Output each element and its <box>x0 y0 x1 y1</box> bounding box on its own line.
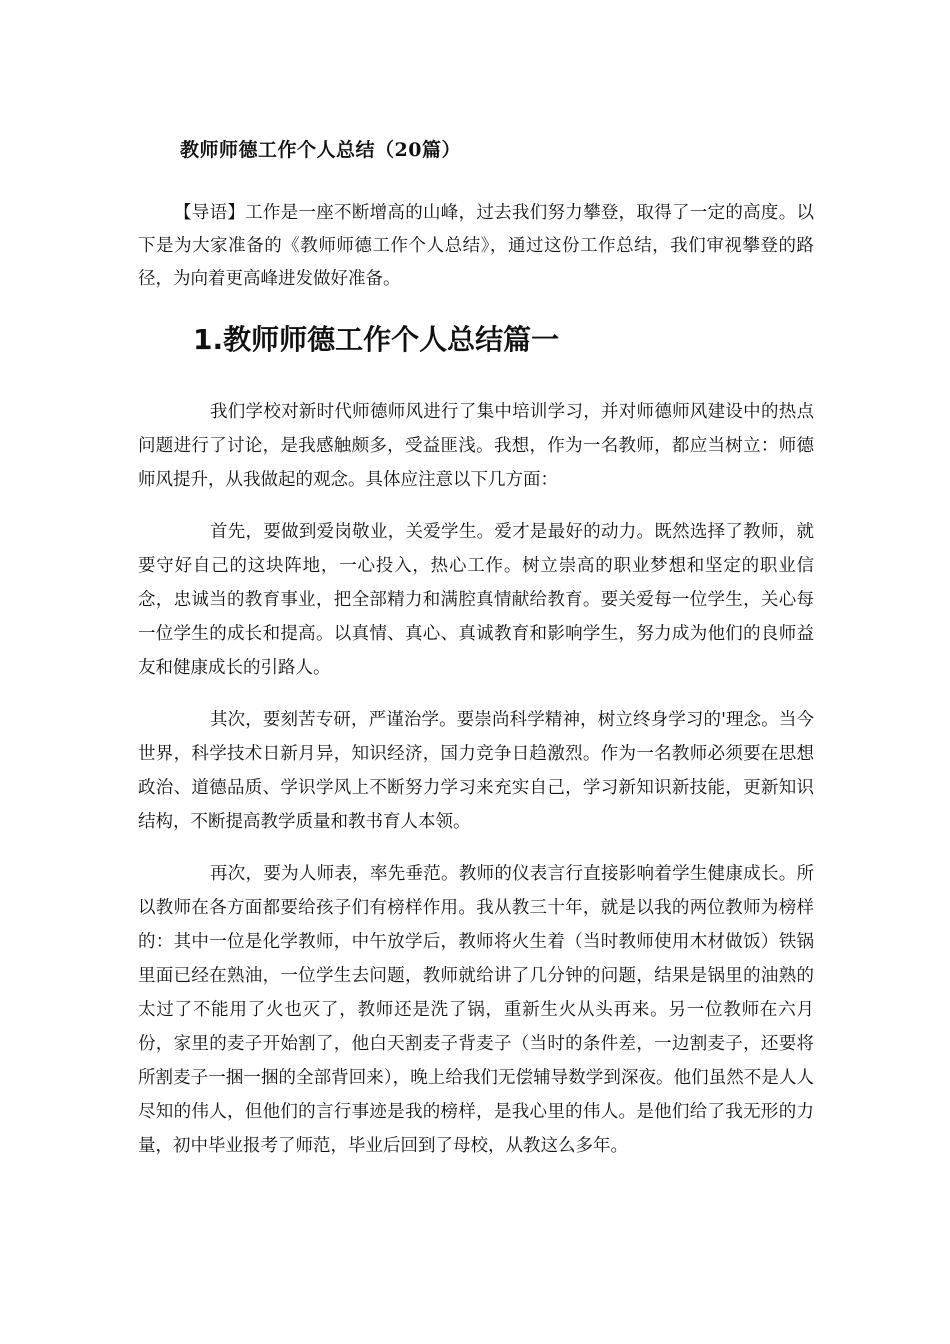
section-heading: 1.教师师德工作个人总结篇一 <box>193 323 560 356</box>
document-title: 教师师德工作个人总结（20篇） <box>180 139 461 161</box>
body-paragraph-2: 首先，要做到爱岗敬业，关爱学生。爱才是最好的动力。既然选择了教师，就要守好自己的这块阵地，一心投入，热心工作。树立崇高的职业梦想和坚定的职业信念，忠诚当的教育事业，把全部精力和满腔真情献给教育。要关爱每一位学生，关心每一位学生的成长和提高。以真情、真心、真诚教育和影响学生，努力成为他们的良师益友和健康成长的引路人。 <box>138 522 814 678</box>
intro-paragraph: 【导语】工作是一座不断增高的山峰，过去我们努力攀登，取得了一定的高度。以下是为大家准备的《教师师德工作个人总结》，通过这份工作总结，我们审视攀登的路径，为向着更高峰进发做好准备。 <box>138 203 814 289</box>
body-paragraph-4: 再次，要为人师表，率先垂范。教师的仪表言行直接影响着学生健康成长。所以教师在各方面都要给孩子们有榜样作用。我从教三十年，就是以我的两位教师为榜样的：其中一位是化学教师，中午放学后，教师将火生着（当时教师使用木材做饭）铁锅里面已经在熟油，一位学生去问题，教师就给讲了几分钟的问题，结果是锅里的油熟的太过了不能用了火也灭了，教师还是洗了锅，重新生火从头再来。另一位教师在六月份，家里的麦子开始割了，他白天割麦子背麦子（当时的条件差，一边割麦子，还要将所割麦子一捆一捆的全部背回来），晚上给我们无偿辅导数学到深夜。他们虽然不是人人尽知的伟人，但他们的言行事迹是我的榜样，是我心里的伟人。是他们给了我无形的力量，初中毕业报考了师范，毕业后回到了母校，从教这么多年。 <box>138 864 814 1156</box>
body-paragraph-3: 其次，要刻苦专研，严谨治学。要崇尚科学精神，树立终身学习的'理念。当今世界，科学技术日新月异，知识经济，国力竞争日趋激烈。作为一名教师必须要在思想政治、道德品质、学识学风上不断努力学习来充实自己，学习新知识新技能，更新知识结构，不断提高教学质量和教书育人本领。 <box>138 710 814 832</box>
section-body <box>138 395 814 1181</box>
body-paragraph-1: 我们学校对新时代师德师风进行了集中培训学习，并对师德师风建设中的热点问题进行了讨论，是我感触颇多，受益匪浅。我想，作为一名教师，都应当树立：师德师风提升，从我做起的观念。具体应注意以下几方面： <box>138 402 814 490</box>
